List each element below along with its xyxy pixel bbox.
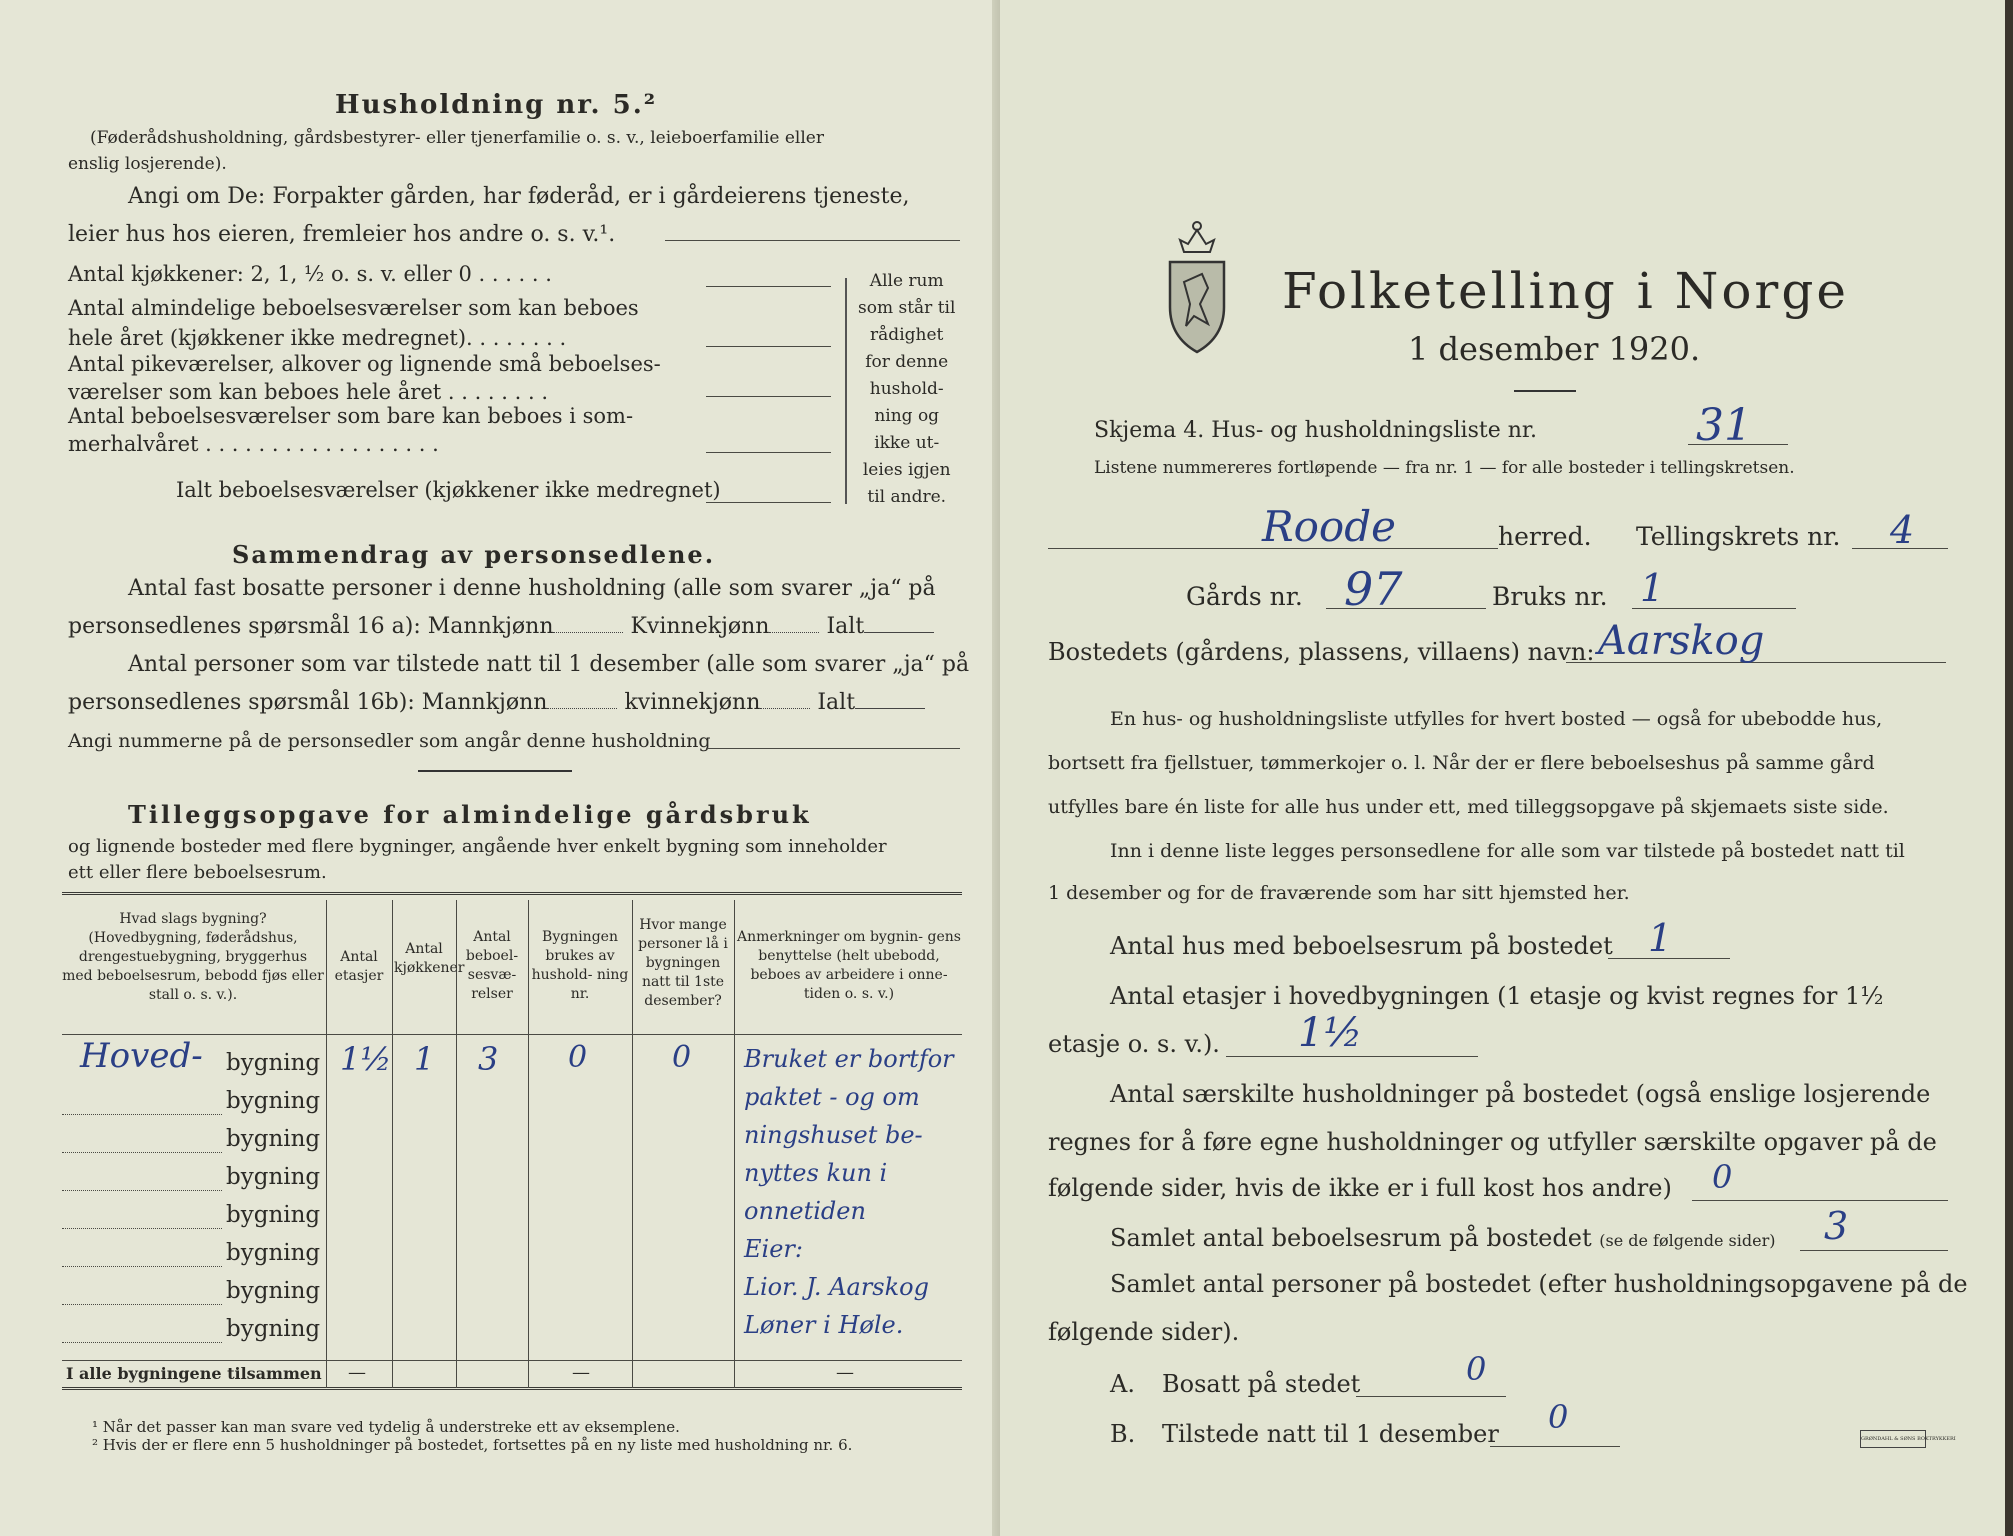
liste-nr: 31 [1696, 400, 1752, 451]
listene-note: Listene nummereres fortløpende — fra nr. 1 — for alle bosteder i tellingskretsen. [1094, 458, 1795, 478]
col-header-etasjer: Antal etasjer [334, 949, 384, 984]
rooms-line-4: Antal pikeværelser, alkover og lignende små beboelses- [68, 352, 661, 376]
table-row: bygning [226, 1050, 321, 1076]
info-line-4: Inn i denne liste legges personsedlene for alle som var tilstede på bostedet natt til [1110, 840, 1905, 862]
table-row: bygning [226, 1316, 321, 1342]
table-row: bygning [226, 1202, 321, 1228]
form-title: Folketelling i Norge [1282, 262, 1849, 320]
col-header-kjokkener: Antal kjøkkener [394, 941, 465, 976]
hand-husholdning: 0 [568, 1040, 588, 1075]
rooms-line-2: Antal almindelige beboelsesværelser som kan beboes [68, 296, 639, 320]
info-line-5: 1 desember og for de fraværende som har sitt hjemsted her. [1048, 882, 1630, 904]
q-husholdninger: Antal særskilte husholdninger på bostedet (også enslige losjerende [1110, 1080, 1931, 1108]
a-husholdninger: 0 [1712, 1158, 1733, 1196]
sammendrag-line-5: Angi nummerne på de personsedler som angår denne husholdning [68, 730, 711, 752]
q-bosatt: Bosatt på stedet [1162, 1370, 1361, 1398]
bosted-label: Bostedets (gårdens, plassens, villaens) navn: [1048, 638, 1595, 666]
q-husholdninger-3: følgende sider, hvis de ikke er i full kost hos andre) [1048, 1174, 1672, 1202]
q-personer: Samlet antal personer på bostedet (efter husholdningsopgavene på de [1110, 1270, 1968, 1298]
table-row: bygning [226, 1088, 321, 1114]
sammendrag-line-2: personsedlenes spørsmål 16 a): Mannkjønn Kvinnekjønn Ialt [68, 614, 934, 639]
sammendrag-line-3: Antal personer som var tilstede natt til 1 desember (alle som svarer „ja“ på [128, 652, 970, 677]
tellingskrets-label: Tellingskrets nr. [1636, 522, 1841, 551]
angi-text-2: leier hus hos eieren, fremleier hos andre o. s. v.¹. [68, 222, 616, 247]
hand-remarks: Bruket er bortfor paktet - og om ningshuset be- nyttes kun i onnetiden Eier: Lior. J. Aarskog Løner i Høle. [744, 1045, 954, 1339]
q-tilstede-label: B. [1110, 1420, 1136, 1448]
a-tilstede: 0 [1548, 1398, 1569, 1436]
sammendrag-line-4: personsedlenes spørsmål 16b): Mannkjønn kvinnekjønn Ialt [68, 690, 925, 715]
angi-text: Angi om De: Forpakter gården, har føderåd, er i gårdeierens tjeneste, [128, 184, 910, 209]
tillegg-title: Tilleggsopgave for almindelige gårdsbruk [128, 800, 812, 829]
q-etasjer-2: etasje o. s. v.). [1048, 1030, 1220, 1058]
household-heading: Husholdning nr. 5.² [335, 90, 658, 120]
herred-name: Roode [1262, 502, 1396, 551]
side-note: Alle rum som står til rådighet for denne hushold- ning og ikke ut- leies igjen til andre. [858, 271, 956, 507]
info-line-2: bortsett fra fjellstuer, tømmerkojer o. l. Når der er flere beboelseshus på samme gård [1048, 752, 1875, 774]
hand-building-type: Hoved- [80, 1036, 203, 1076]
col-header-personer: Hvor mange personer lå i bygningen natt til 1ste desember? [638, 917, 728, 1009]
left-page: Husholdning nr. 5.² (Føderådshusholdning, gårdsbestyrer- eller tjenerfamilie o. s. v., leieboerfamilie eller enslig losjerende). Angi om De: Forpakter gården, har føderåd, er i gårdeierens tjeneste, leier hus hos eieren, fremleier hos andre o. s. v.¹. Antal kjøkkener: 2, 1, ½ o. s. v. eller 0 . . . . . . Antal almindelige beboelsesværelser som kan beboes hele året (kjøkkener ikke medregnet). . . . . . . . Antal pikeværelser, alkover og lignende små beboelses- værelser som kan beboes hele året . . . . . . . . Antal beboelsesværelser som bare kan beboes i som- merhalvåret . . . . . . . . . . . . . . . . . . Ialt beboelsesværelser (kjøkkener ikke medregnet) Alle rum som står til rådighet for denne hushold- ning og ikke ut- leies igjen til andre. Sammendrag av personsedlene. Antal fast bosatte personer i denne husholdning (alle som svarer „ja“ på personsedlenes spørsmål 16 a): Mannkjønn Kvinnekjønn Ialt Antal personer som var tilstede natt til 1 desember (alle som svarer „ja“ på personsedlenes spørsmål 16b): Mannkjønn kvinnekjønn Ialt Angi nummerne på de personsedler som angår denne husholdning Tilleggsopgave for almindelige gårdsbruk og lignende bosteder med flere bygninger, angående hver enkelt bygning som inneholder ett eller flere beboelsesrum. Hvad slags bygning? (Hovedbygning, føderådshus, drengestuebygning, bryggerhus med beboelsesrum, bebodd fjøs eller stall o. s. v.). Antal etasjer Antal kjøkkener Antal beboel- sesvæ- relser Bygningen brukes av hushold- ning nr. Hvor mange personer lå i bygningen natt til 1ste desember? Anmerkninger om bygnin- gens benyttelse (helt ubebodd, beboes av arbeidere i onne- tiden o. s. v.) bygning bygning bygning bygning bygning bygning bygning bygning Hoved- 1½ 1 3 0 0 Bruket er bortfor paktet - og om ningshuset be- nyttes kun i onnetiden Eier: Lior. J. Aarskog Løner i Høle. I alle bygningene tilsammen — — — ¹ Når det passer kan man svare ved tydelig å understreke ett av eksemplene. ² Hvis der er flere enn 5 husholdninger på bostedet, fortsettes på en ny liste med husholdning nr. 6. [0, 0, 1000, 1536]
coat-of-arms-icon [1162, 212, 1232, 362]
household-note: (Føderådshusholdning, gårdsbestyrer- eller tjenerfamilie o. s. v., leieboerfamilie eller [90, 128, 824, 148]
skjema-line: Skjema 4. Hus- og husholdningsliste nr. [1094, 418, 1537, 443]
rooms-line-5: værelser som kan beboes hele året . . . . . . . . [68, 380, 548, 404]
tillegg-line-1: og lignende bosteder med flere bygninger, angående hver enkelt bygning som inneholder [68, 836, 887, 857]
hand-kjokkener: 1 [414, 1040, 435, 1078]
a-beboelsesrum: 3 [1824, 1204, 1849, 1248]
q-husholdninger-2: regnes for å føre egne husholdninger og utfyller særskilte opgaver på de [1048, 1128, 1937, 1156]
tillegg-line-2: ett eller flere beboelsesrum. [68, 862, 327, 883]
right-page [1000, 0, 2013, 1536]
bruks-label: Bruks nr. [1492, 582, 1608, 611]
table-row: bygning [226, 1278, 321, 1304]
q-etasjer: Antal etasjer i hovedbygningen (1 etasje og kvist regnes for 1½ [1110, 982, 1884, 1010]
total-label: I alle bygningene tilsammen [66, 1364, 322, 1383]
a-etasjer: 1½ [1298, 1010, 1363, 1056]
hand-vaerelser: 3 [478, 1040, 499, 1078]
rooms-line-7: merhalvåret . . . . . . . . . . . . . . . . . . [68, 432, 439, 456]
table-row: bygning [226, 1126, 321, 1152]
ialt-rooms: Ialt beboelsesværelser (kjøkkener ikke medregnet) [176, 478, 721, 502]
hand-etasjer: 1½ [340, 1040, 392, 1078]
side-brace [845, 278, 848, 504]
footnote-2: ² Hvis der er flere enn 5 husholdninger på bostedet, fortsettes på en ny liste med husholdning nr. 6. [92, 1436, 853, 1454]
table-row: bygning [226, 1164, 321, 1190]
col-header-vaerelser: Antal beboel- sesvæ- relser [465, 929, 519, 1002]
q-tilstede: Tilstede natt til 1 desember [1162, 1420, 1499, 1448]
gards-nr: 97 [1344, 562, 1403, 616]
a-bosatt: 0 [1466, 1350, 1487, 1388]
rooms-line-3: hele året (kjøkkener ikke medregnet). . . . . . . . [68, 326, 567, 350]
info-line-3: utfylles bare én liste for alle hus under ett, med tilleggsopgave på skjemaets siste side. [1048, 796, 1889, 818]
census-date: 1 desember 1920. [1408, 330, 1701, 368]
bosted-navn: Aarskog [1598, 618, 1765, 664]
col-header-husholdning: Bygningen brukes av hushold- ning nr. [531, 929, 629, 1002]
rooms-line-1: Antal kjøkkener: 2, 1, ½ o. s. v. eller 0 . . . . . . [68, 262, 552, 286]
footnote-1: ¹ Når det passer kan man svare ved tydelig å understreke ett av eksemplene. [92, 1418, 680, 1436]
printer-mark: GRØNDAHL & SØNS BOKTRYKKERI [1860, 1430, 1926, 1448]
q-bosatt-label: A. [1110, 1370, 1135, 1398]
col-header-type: Hvad slags bygning? (Hovedbygning, føderådshus, drengestuebygning, bryggerhus med beboelsesrum, bebodd fjøs eller stall o. s. v.). [62, 911, 324, 1003]
table-row: bygning [226, 1240, 321, 1266]
rooms-line-6: Antal beboelsesværelser som bare kan beboes i som- [68, 404, 634, 428]
page-edge [2005, 0, 2013, 1536]
hand-personer: 0 [672, 1040, 692, 1075]
col-header-anmerkninger: Anmerkninger om bygnin- gens benyttelse (helt ubebodd, beboes av arbeidere i onne- tiden o. s. v.) [737, 929, 961, 1002]
tellingskrets-nr: 4 [1890, 508, 1915, 552]
herred-label: herred. [1498, 522, 1592, 551]
info-line-1: En hus- og husholdningsliste utfylles for hvert bosted — også for ubebodde hus, [1110, 708, 1883, 730]
sammendrag-title: Sammendrag av personsedlene. [232, 540, 716, 569]
q-personer-2: følgende sider). [1048, 1318, 1240, 1346]
household-note-2: enslig losjerende). [68, 154, 227, 174]
gards-label: Gårds nr. [1186, 582, 1303, 611]
q-antal-hus: Antal hus med beboelsesrum på bostedet [1110, 932, 1613, 960]
sammendrag-line-1: Antal fast bosatte personer i denne husholdning (alle som svarer „ja“ på [128, 576, 936, 601]
q-beboelsesrum: Samlet antal beboelsesrum på bostedet (se de følgende sider) [1110, 1224, 1776, 1252]
bruks-nr: 1 [1640, 566, 1665, 610]
a-antal-hus: 1 [1648, 916, 1673, 960]
